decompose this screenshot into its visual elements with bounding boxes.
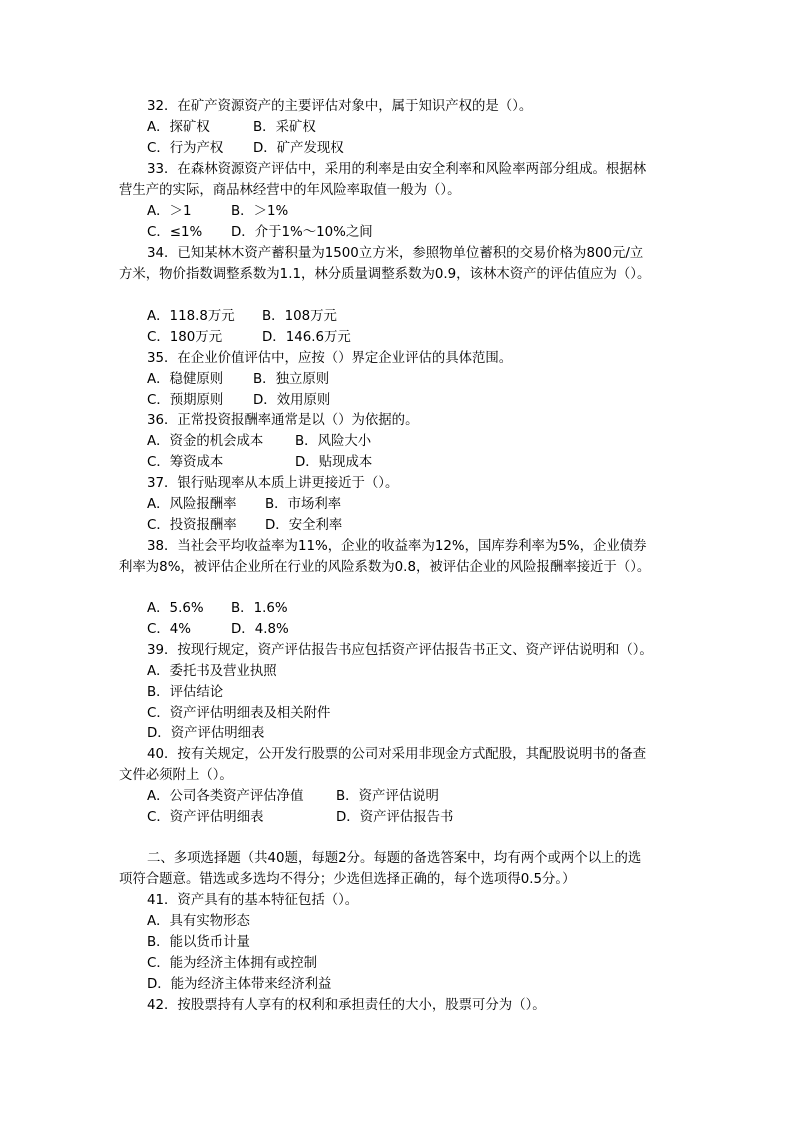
q35-option-b: B．独立原则 (253, 372, 330, 387)
q37-option-b: B．市场利率 (265, 497, 342, 512)
q32-option-c: C．行为产权 (147, 141, 224, 156)
q42-stem: 42．按股票持有人享有的权利和承担责任的大小，股票可分为（）。 (147, 998, 546, 1013)
q39-option-d: D．资产评估明细表 (147, 726, 265, 741)
q37-options-ab (0, 495, 794, 515)
q33-stem-line1: 33．在森林资源资产评估中，采用的利率是由安全利率和风险率两部分组成。根据林 (147, 162, 647, 177)
q32-option-b: B．采矿权 (253, 120, 316, 135)
q38-option-d: D．4.8% (231, 622, 289, 637)
q38-stem-line1: 38．当社会平均收益率为11%，企业的收益率为12%，国库券利率为5%，企业债券 (147, 539, 647, 554)
q41-stem: 41．资产具有的基本特征包括（）。 (147, 893, 359, 908)
q40-option-c: C．资产评估明细表 (147, 810, 264, 825)
section2-heading-line2: 项符合题意。错选或多选均不得分；少选但选择正确的，每个选项得0.5分。） (119, 872, 576, 887)
q40-option-d: D．资产评估报告书 (336, 810, 454, 825)
q40-option-b: B．资产评估说明 (336, 789, 439, 804)
q33-option-b: B．＞1% (231, 204, 289, 219)
q34-stem-line2: 方米，物价指数调整系数为1.1，林分质量调整系数为0.9，该林木资产的评估值应为（）。 (119, 267, 651, 282)
q40-stem-line2: 文件必须附上（）。 (119, 768, 233, 783)
q37-option-d: D．安全利率 (265, 518, 343, 533)
q37-option-c: C．投资报酬率 (147, 518, 237, 533)
q40-options-ab (0, 787, 794, 807)
q33-stem-line2: 营生产的实际，商品林经营中的年风险率取值一般为（）。 (119, 183, 461, 198)
q38-option-a: A．5.6% (147, 601, 204, 616)
q33-options-cd (0, 223, 794, 243)
q41-option-b: B．能以货币计量 (147, 935, 250, 950)
q36-option-d: D．贴现成本 (295, 455, 373, 470)
q34-options-ab (0, 307, 794, 327)
q33-option-a: A．＞1 (147, 204, 192, 219)
q36-option-b: B．风险大小 (295, 434, 372, 449)
q35-option-c: C．预期原则 (147, 393, 224, 408)
q36-option-a: A．资金的机会成本 (147, 434, 264, 449)
q39-option-c: C．资产评估明细表及相关附件 (147, 706, 331, 721)
q32-options-ab (0, 118, 794, 138)
q32-option-a: A．探矿权 (147, 120, 210, 135)
q36-option-c: C．筹资成本 (147, 455, 224, 470)
q34-options-cd (0, 328, 794, 348)
q40-options-cd (0, 808, 794, 828)
q35-options-ab (0, 370, 794, 390)
q41-option-a: A．具有实物形态 (147, 914, 250, 929)
q41-option-c: C．能为经济主体拥有或控制 (147, 956, 318, 971)
q40-option-a: A．公司各类资产评估净值 (147, 789, 304, 804)
q41-option-d: D．能为经济主体带来经济利益 (147, 977, 332, 992)
q33-options-ab (0, 202, 794, 222)
q32-options-cd (0, 139, 794, 159)
q38-options-cd (0, 620, 794, 640)
q34-option-c: C．180万元 (147, 330, 223, 345)
q34-option-b: B．108万元 (262, 309, 337, 324)
q38-options-ab (0, 599, 794, 619)
q33-option-d: D．介于1%～10%之间 (231, 225, 373, 240)
q36-options-cd (0, 453, 794, 473)
q32-option-d: D．矿产发现权 (253, 141, 344, 156)
q36-options-ab (0, 432, 794, 452)
q35-option-d: D．效用原则 (253, 393, 331, 408)
q38-stem-line2: 利率为8%，被评估企业所在行业的风险系数为0.8，被评估企业的风险报酬率接近于（）。 (119, 560, 651, 575)
q36-stem: 36．正常投资报酬率通常是以（）为依据的。 (147, 413, 419, 428)
q34-stem-line1: 34．已知某林木资产蓄积量为1500立方米，参照物单位蓄积的交易价格为800元/立 (147, 246, 644, 261)
q40-stem-line1: 40．按有关规定，公开发行股票的公司对采用非现金方式配股，其配股说明书的备查 (147, 747, 647, 762)
q32-stem: 32．在矿产资源资产的主要评估对象中，属于知识产权的是（）。 (147, 99, 533, 114)
q34-option-d: D．146.6万元 (262, 330, 351, 345)
q37-stem: 37．银行贴现率从本质上讲更接近于（）。 (147, 476, 399, 491)
q39-option-b: B．评估结论 (147, 685, 224, 700)
q39-option-a: A．委托书及营业执照 (147, 664, 277, 679)
q35-option-a: A．稳健原则 (147, 372, 224, 387)
q39-stem: 39．按现行规定，资产评估报告书应包括资产评估报告书正文、资产评估说明和（）。 (147, 643, 653, 658)
q38-option-b: B．1.6% (231, 601, 288, 616)
q37-option-a: A．风险报酬率 (147, 497, 237, 512)
q38-option-c: C．4% (147, 622, 191, 637)
q35-options-cd (0, 391, 794, 411)
section2-heading-line1: 二、多项选择题（共40题，每题2分。每题的备选答案中，均有两个或两个以上的选 (147, 851, 642, 866)
q33-option-c: C．≤1% (147, 225, 203, 240)
q37-options-cd (0, 516, 794, 536)
q35-stem: 35．在企业价值评估中，应按（）界定企业评估的具体范围。 (147, 351, 513, 366)
q34-option-a: A．118.8万元 (147, 309, 235, 324)
